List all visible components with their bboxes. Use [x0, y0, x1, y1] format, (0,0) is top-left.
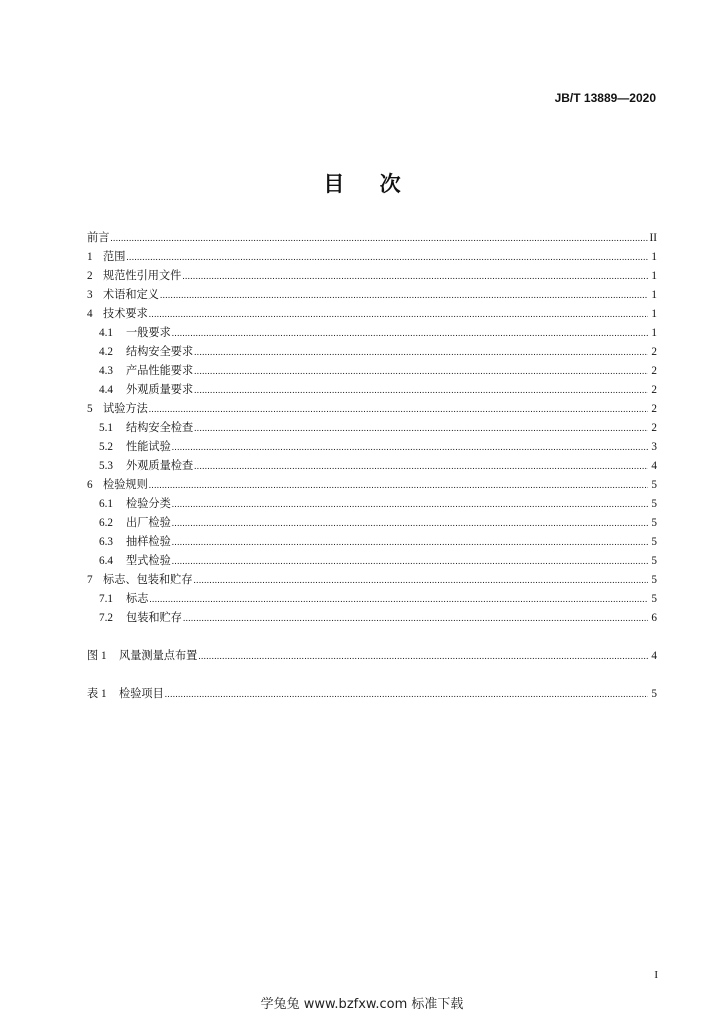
toc-entry-label: 检验规则 — [103, 479, 148, 491]
toc-entry-number: 6.2 — [99, 517, 113, 529]
page-title: 目 次 — [323, 172, 401, 196]
toc-entry-number: 3 — [87, 289, 93, 301]
toc-entry-page: 5 — [651, 498, 657, 510]
toc-entry[interactable] — [87, 609, 657, 628]
toc-entry-number: 5.3 — [99, 460, 113, 472]
dot-leader — [194, 343, 648, 362]
toc-entry-number: 7.2 — [99, 612, 113, 624]
dot-leader — [160, 286, 648, 305]
toc-entry-label: 型式检验 — [126, 555, 171, 567]
toc-entry[interactable] — [87, 552, 657, 571]
toc-entry-number: 2 — [87, 270, 93, 282]
toc-entry-number: 表 1 — [87, 688, 107, 700]
toc-entry-number: 4.1 — [99, 327, 113, 339]
toc-entry[interactable] — [87, 514, 657, 533]
dot-leader — [198, 647, 648, 666]
dot-leader — [194, 571, 648, 590]
dot-leader — [172, 495, 648, 514]
toc-entry[interactable] — [87, 533, 657, 552]
toc-entry-number: 图 1 — [87, 650, 107, 662]
toc-entry-number: 4.3 — [99, 365, 113, 377]
toc-entry-label: 标志 — [126, 593, 149, 605]
toc-entry-number: 6.4 — [99, 555, 113, 567]
page-number: I — [654, 969, 658, 981]
dot-leader — [183, 609, 648, 628]
toc-entry-number: 7 — [87, 574, 93, 586]
toc-entry-page: 2 — [651, 422, 657, 434]
dot-leader — [149, 476, 648, 495]
toc-entry-number: 6.1 — [99, 498, 113, 510]
toc-entry-label: 一般要求 — [126, 327, 171, 339]
toc-entry[interactable] — [87, 438, 657, 457]
toc-entry-number: 4.4 — [99, 384, 113, 396]
table-of-contents — [87, 229, 657, 704]
toc-entry-page: 1 — [651, 289, 657, 301]
toc-entry-label: 规范性引用文件 — [103, 270, 182, 282]
toc-entry-page: 2 — [651, 346, 657, 358]
standard-number: JB/T 13889—2020 — [554, 91, 656, 105]
toc-entry-number: 5.2 — [99, 441, 113, 453]
dot-leader — [194, 419, 648, 438]
dot-leader — [149, 305, 648, 324]
toc-entry-label: 产品性能要求 — [126, 365, 194, 377]
toc-entry-page: 5 — [651, 479, 657, 491]
toc-entry-page: 1 — [651, 308, 657, 320]
dot-leader — [126, 248, 648, 267]
toc-entry[interactable] — [87, 476, 657, 495]
toc-entry-label: 前言 — [87, 232, 110, 244]
toc-entry-number: 6 — [87, 479, 93, 491]
toc-entry-number: 6.3 — [99, 536, 113, 548]
toc-entry[interactable] — [87, 267, 657, 286]
dot-leader — [194, 362, 648, 381]
toc-entry-page: 3 — [651, 441, 657, 453]
toc-entry-page: 6 — [651, 612, 657, 624]
dot-leader — [165, 685, 648, 704]
toc-entry-page: 5 — [651, 593, 657, 605]
toc-entry[interactable] — [87, 590, 657, 609]
toc-entry-label: 出厂检验 — [126, 517, 171, 529]
toc-entry-label: 技术要求 — [103, 308, 148, 320]
toc-entry[interactable] — [87, 229, 657, 248]
toc-entry-number: 7.1 — [99, 593, 113, 605]
toc-entry-label: 检验分类 — [126, 498, 171, 510]
toc-entry-label: 性能试验 — [126, 441, 171, 453]
toc-entry-label: 抽样检验 — [126, 536, 171, 548]
dot-leader — [172, 438, 648, 457]
toc-entry[interactable] — [87, 286, 657, 305]
dot-leader — [172, 324, 648, 343]
dot-leader — [172, 552, 648, 571]
toc-entry-page: 5 — [651, 555, 657, 567]
toc-entry-number: 4 — [87, 308, 93, 320]
toc-entry[interactable] — [87, 495, 657, 514]
toc-entry-page: 2 — [651, 403, 657, 415]
toc-entry[interactable] — [87, 305, 657, 324]
toc-entry-page: 4 — [651, 650, 657, 662]
toc-entry[interactable] — [87, 400, 657, 419]
dot-leader — [172, 514, 648, 533]
dot-leader — [149, 400, 648, 419]
toc-entry-label: 结构安全要求 — [126, 346, 194, 358]
toc-entry[interactable] — [87, 343, 657, 362]
dot-leader — [110, 229, 648, 248]
toc-entry[interactable] — [87, 419, 657, 438]
toc-entry-label: 试验方法 — [103, 403, 148, 415]
dot-leader — [194, 381, 648, 400]
toc-entry-number: 5 — [87, 403, 93, 415]
toc-entry-label: 外观质量要求 — [126, 384, 194, 396]
toc-entry-page: 5 — [651, 536, 657, 548]
toc-entry[interactable] — [87, 362, 657, 381]
toc-entry-page: 2 — [651, 384, 657, 396]
toc-entry-label: 风量测量点布置 — [119, 650, 198, 662]
toc-entry-page: II — [649, 232, 657, 244]
toc-entry[interactable] — [87, 571, 657, 590]
toc-entry-number: 1 — [87, 251, 93, 263]
toc-entry[interactable] — [87, 248, 657, 267]
toc-entry-page: 5 — [651, 574, 657, 586]
toc-entry-label: 包装和贮存 — [126, 612, 182, 624]
dot-leader — [194, 457, 648, 476]
toc-entry-label: 范围 — [103, 251, 126, 263]
toc-entry-page: 1 — [651, 270, 657, 282]
toc-entry-number: 4.2 — [99, 346, 113, 358]
toc-entry-page: 2 — [651, 365, 657, 377]
toc-entry[interactable] — [87, 381, 657, 400]
watermark-text: 学兔兔 www.bzfxw.com 标准下载 — [260, 997, 464, 1012]
toc-entry-page: 4 — [651, 460, 657, 472]
dot-leader — [172, 533, 648, 552]
toc-entry-page: 1 — [651, 251, 657, 263]
toc-entry-label: 标志、包装和贮存 — [103, 574, 193, 586]
toc-entry-page: 1 — [651, 327, 657, 339]
toc-entry-number: 5.1 — [99, 422, 113, 434]
toc-entry-page: 5 — [651, 517, 657, 529]
toc-entry-label: 检验项目 — [119, 688, 164, 700]
toc-entry-label: 结构安全检查 — [126, 422, 194, 434]
dot-leader — [182, 267, 648, 286]
toc-entry-label: 术语和定义 — [103, 289, 159, 301]
toc-figure-entry[interactable] — [87, 647, 657, 666]
toc-entry-page: 5 — [651, 688, 657, 700]
dot-leader — [149, 590, 648, 609]
toc-entry-label: 外观质量检查 — [126, 460, 194, 472]
toc-table-entry[interactable] — [87, 685, 657, 704]
toc-entry[interactable] — [87, 324, 657, 343]
toc-entry[interactable] — [87, 457, 657, 476]
